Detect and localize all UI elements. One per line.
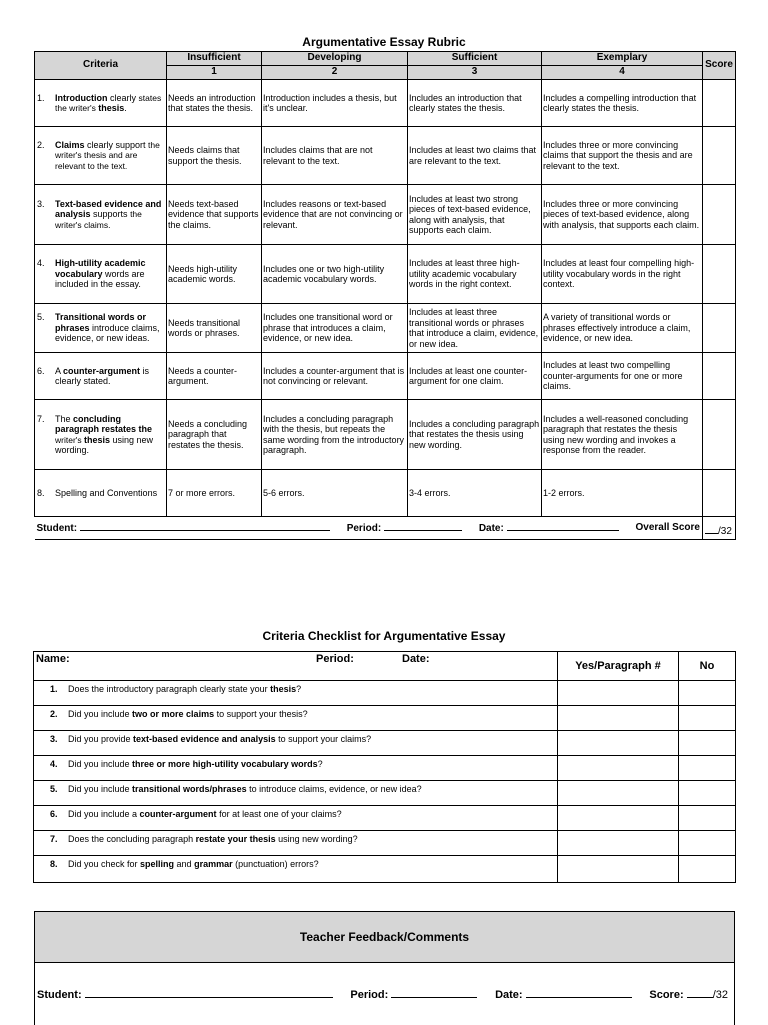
period-label: Period: bbox=[316, 653, 354, 665]
level-header: Developing bbox=[262, 52, 408, 66]
question-number: 6. bbox=[50, 809, 58, 819]
level-number: 1 bbox=[167, 66, 262, 80]
period-line[interactable] bbox=[384, 521, 462, 531]
rubric-row bbox=[35, 400, 736, 470]
criteria-cell bbox=[35, 304, 167, 353]
level-description-cell: Needs transitional words or phrases. bbox=[167, 304, 262, 353]
criteria-text: using new wording. bbox=[55, 434, 154, 455]
criteria-number: 6. bbox=[37, 365, 45, 376]
checklist-row bbox=[34, 681, 736, 706]
criteria-text: clearly bbox=[107, 92, 139, 103]
question-text: to introduce claims, evidence, or new idea? bbox=[246, 784, 422, 794]
no-cell[interactable] bbox=[679, 756, 736, 781]
criteria-cell bbox=[35, 80, 167, 127]
feedback-footer bbox=[37, 988, 728, 1001]
criteria-text: is clearly stated. bbox=[55, 365, 150, 386]
rubric-row bbox=[35, 245, 736, 304]
date-line[interactable] bbox=[526, 988, 632, 998]
question-number: 8. bbox=[50, 859, 58, 869]
criteria-cell bbox=[35, 470, 167, 517]
score-cell[interactable] bbox=[703, 400, 736, 470]
checklist-row bbox=[34, 781, 736, 806]
question-text: Does the introductory paragraph clearly state your bbox=[68, 684, 271, 694]
date-label: Date: bbox=[478, 523, 504, 535]
level-description-cell: Includes one or two high-utility academic vocabulary words. bbox=[262, 245, 408, 304]
overall-score-label: Overall Score bbox=[635, 521, 700, 533]
level-description-cell: Includes three or more convincing pieces of text-based evidence, along with analysis, that supports each claim. bbox=[542, 185, 703, 245]
question-text: transitional words/phrases bbox=[132, 784, 247, 794]
yes-paragraph-cell[interactable] bbox=[558, 806, 679, 831]
criteria-text: clearly support bbox=[84, 139, 149, 150]
level-description-cell: A variety of transitional words or phrases effectively introduce a claim, evidence, or new idea. bbox=[542, 304, 703, 353]
level-description-cell: Needs a concluding paragraph that restates the thesis. bbox=[167, 400, 262, 470]
student-label: Student: bbox=[37, 989, 82, 1001]
level-number: 3 bbox=[408, 66, 542, 80]
student-line[interactable] bbox=[80, 521, 330, 531]
name-label: Name: bbox=[36, 653, 70, 665]
yes-paragraph-cell[interactable] bbox=[558, 731, 679, 756]
overall-score-cell[interactable] bbox=[703, 517, 736, 540]
score-cell[interactable] bbox=[703, 304, 736, 353]
criteria-number: 3. bbox=[37, 198, 45, 209]
rubric-footer bbox=[35, 517, 703, 540]
checklist-row bbox=[34, 856, 736, 883]
checklist-row bbox=[34, 756, 736, 781]
yes-paragraph-cell[interactable] bbox=[558, 831, 679, 856]
checklist-row bbox=[34, 831, 736, 856]
level-description-cell: 7 or more errors. bbox=[167, 470, 262, 517]
period-label: Period: bbox=[346, 523, 382, 535]
level-number: 4 bbox=[542, 66, 703, 80]
criteria-text: Spelling and Conventions bbox=[55, 487, 158, 498]
date-label: Date: bbox=[495, 989, 523, 1001]
question-text: Did you check for bbox=[68, 859, 141, 869]
yes-header: Yes/Paragraph # bbox=[558, 652, 679, 681]
criteria-text: thesis bbox=[98, 103, 125, 113]
rubric-row bbox=[35, 304, 736, 353]
score-total: /32 bbox=[712, 989, 728, 1001]
level-description-cell: Needs claims that support the thesis. bbox=[167, 127, 262, 185]
rubric-row bbox=[35, 353, 736, 400]
yes-paragraph-cell[interactable] bbox=[558, 681, 679, 706]
criteria-text: states the writer's bbox=[55, 92, 162, 113]
yes-paragraph-cell[interactable] bbox=[558, 756, 679, 781]
rubric-row bbox=[35, 185, 736, 245]
criteria-header: Criteria bbox=[35, 52, 167, 80]
question-number: 1. bbox=[50, 684, 58, 694]
criteria-text: thesis bbox=[84, 434, 111, 445]
criteria-text: The bbox=[55, 413, 74, 424]
criteria-text: writer's bbox=[55, 434, 85, 445]
level-description-cell: 1-2 errors. bbox=[542, 470, 703, 517]
period-line[interactable] bbox=[391, 988, 477, 998]
criteria-cell bbox=[35, 245, 167, 304]
criteria-text: . bbox=[124, 103, 127, 113]
level-description-cell: Includes at least one counter-argument for one claim. bbox=[408, 353, 542, 400]
score-header: Score bbox=[703, 52, 736, 80]
checklist-table bbox=[33, 651, 736, 883]
level-description-cell: Includes reasons or text-based evidence that are not convincing or relevant. bbox=[262, 185, 408, 245]
overall-score-total: /32 bbox=[718, 525, 732, 537]
yes-paragraph-cell[interactable] bbox=[558, 706, 679, 731]
criteria-text: the writer's thesis and are relevant to the text. bbox=[55, 139, 160, 171]
level-description-cell: Includes at least three high-utility academic vocabulary words in the right context. bbox=[408, 245, 542, 304]
score-cell[interactable] bbox=[703, 127, 736, 185]
student-line[interactable] bbox=[85, 988, 333, 998]
no-cell[interactable] bbox=[679, 706, 736, 731]
checklist-question bbox=[34, 756, 558, 781]
criteria-text: concluding paragraph restates the bbox=[55, 413, 153, 434]
criteria-text: Text-based evidence and analysis bbox=[55, 198, 162, 220]
criteria-cell bbox=[35, 353, 167, 400]
level-description-cell: Includes one transitional word or phrase that introduces a claim, evidence, or new idea. bbox=[262, 304, 408, 353]
rubric-table bbox=[34, 51, 736, 540]
question-text: (punctuation) errors? bbox=[232, 859, 319, 869]
question-text: text-based evidence and analysis bbox=[133, 734, 276, 744]
criteria-text: supports bbox=[90, 209, 131, 220]
question-text: Did you include bbox=[68, 759, 133, 769]
checklist-name-row bbox=[34, 652, 558, 681]
level-description-cell: Needs an introduction that states the thesis. bbox=[167, 80, 262, 127]
checklist-question bbox=[34, 831, 558, 856]
score-cell[interactable] bbox=[703, 353, 736, 400]
criteria-number: 5. bbox=[37, 312, 45, 323]
level-description-cell: Includes three or more convincing claims that support the thesis and are relevant to the text. bbox=[542, 127, 703, 185]
level-description-cell: Includes at least two compelling counter-arguments for one or more claims. bbox=[542, 353, 703, 400]
question-text: Did you provide bbox=[68, 734, 134, 744]
level-header: Insufficient bbox=[167, 52, 262, 66]
no-cell[interactable] bbox=[679, 731, 736, 756]
checklist-question bbox=[34, 781, 558, 806]
level-description-cell: Includes a concluding paragraph that restates the thesis using new wording. bbox=[408, 400, 542, 470]
no-cell[interactable] bbox=[679, 681, 736, 706]
level-description-cell: Includes claims that are not relevant to the text. bbox=[262, 127, 408, 185]
criteria-text: counter-argument bbox=[63, 365, 141, 376]
level-description-cell: Includes at least two claims that are relevant to the text. bbox=[408, 127, 542, 185]
level-description-cell: Needs high-utility academic words. bbox=[167, 245, 262, 304]
level-description-cell: Includes at least two strong pieces of text-based evidence, along with analysis, that supports each claim. bbox=[408, 185, 542, 245]
level-description-cell: Includes a compelling introduction that clearly states the thesis. bbox=[542, 80, 703, 127]
question-text: grammar bbox=[194, 859, 233, 869]
period-label: Period: bbox=[350, 989, 389, 1001]
criteria-text: High-utility academic vocabulary bbox=[55, 258, 146, 279]
criteria-number: 7. bbox=[37, 413, 45, 424]
level-description-cell: Introduction includes a thesis, but it's unclear. bbox=[262, 80, 408, 127]
level-description-cell: Needs a counter-argument. bbox=[167, 353, 262, 400]
rubric-row bbox=[35, 470, 736, 517]
student-label: Student: bbox=[36, 523, 78, 535]
criteria-number: 2. bbox=[37, 139, 45, 150]
question-text: using new wording? bbox=[275, 834, 358, 844]
question-text: counter-argument bbox=[139, 809, 217, 819]
criteria-text: Claims bbox=[55, 139, 85, 150]
question-number: 3. bbox=[50, 734, 58, 744]
level-header: Sufficient bbox=[408, 52, 542, 66]
criteria-text: A bbox=[55, 365, 64, 376]
level-description-cell: Includes a well-reasoned concluding paragraph that restates the thesis using new wording and invokes a response from the reader. bbox=[542, 400, 703, 470]
level-header: Exemplary bbox=[542, 52, 703, 66]
criteria-text: the writer's claims. bbox=[55, 209, 142, 230]
no-cell[interactable] bbox=[679, 781, 736, 806]
yes-paragraph-cell[interactable] bbox=[558, 856, 679, 883]
yes-paragraph-cell[interactable] bbox=[558, 781, 679, 806]
level-description-cell: 5-6 errors. bbox=[262, 470, 408, 517]
score-cell[interactable] bbox=[703, 470, 736, 517]
level-description-cell: 3-4 errors. bbox=[408, 470, 542, 517]
question-text: Does the concluding paragraph bbox=[68, 834, 196, 844]
checklist-question bbox=[34, 706, 558, 731]
criteria-number: 8. bbox=[37, 487, 45, 498]
criteria-text: Transitional words or phrases bbox=[55, 312, 147, 333]
level-description-cell: Includes a concluding paragraph with the thesis, but repeats the same wording from the introductory paragraph. bbox=[262, 400, 408, 470]
level-number: 2 bbox=[262, 66, 408, 80]
no-cell[interactable] bbox=[679, 831, 736, 856]
no-header: No bbox=[679, 652, 736, 681]
score-cell[interactable] bbox=[703, 245, 736, 304]
criteria-number: 1. bbox=[37, 92, 45, 103]
checklist-row bbox=[34, 731, 736, 756]
level-description-cell: Includes at least four compelling high-utility vocabulary words in the right context. bbox=[542, 245, 703, 304]
question-text: restate your thesis bbox=[195, 834, 276, 844]
criteria-cell bbox=[35, 127, 167, 185]
checklist-title: Criteria Checklist for Argumentative Essay bbox=[262, 629, 506, 643]
date-label: Date: bbox=[402, 653, 430, 665]
criteria-text: words are included in the essay. bbox=[55, 268, 145, 290]
criteria-cell bbox=[35, 185, 167, 245]
level-description-cell: Includes a counter-argument that is not convincing or relevant. bbox=[262, 353, 408, 400]
question-text: to support your thesis? bbox=[214, 709, 308, 719]
question-text: thesis bbox=[270, 684, 297, 694]
score-label: Score: bbox=[649, 989, 684, 1001]
question-text: spelling bbox=[140, 859, 175, 869]
checklist-row bbox=[34, 706, 736, 731]
score-cell[interactable] bbox=[703, 185, 736, 245]
teacher-feedback-box bbox=[34, 911, 735, 1025]
question-number: 5. bbox=[50, 784, 58, 794]
criteria-text: introduce claims, evidence, or new ideas. bbox=[55, 322, 160, 344]
feedback-title: Teacher Feedback/Comments bbox=[35, 912, 734, 963]
question-number: 4. bbox=[50, 759, 58, 769]
question-text: for at least one of your claims? bbox=[216, 809, 342, 819]
rubric-title: Argumentative Essay Rubric bbox=[302, 35, 466, 49]
level-description-cell: Needs text-based evidence that supports the claims. bbox=[167, 185, 262, 245]
question-text: two or more claims bbox=[132, 709, 215, 719]
question-text: Did you include a bbox=[68, 809, 140, 819]
score-line[interactable] bbox=[687, 988, 713, 998]
level-description-cell: Includes at least three transitional words or phrases that introduce a claim, evidence, or new idea. bbox=[408, 304, 542, 353]
level-description-cell: Includes an introduction that clearly states the thesis. bbox=[408, 80, 542, 127]
checklist-row bbox=[34, 806, 736, 831]
rubric-row bbox=[35, 80, 736, 127]
question-number: 2. bbox=[50, 709, 58, 719]
checklist-question bbox=[34, 731, 558, 756]
question-text: three or more high-utility vocabulary words bbox=[132, 759, 318, 769]
checklist-question bbox=[34, 681, 558, 706]
question-text: ? bbox=[317, 759, 323, 769]
rubric-row bbox=[35, 127, 736, 185]
no-cell[interactable] bbox=[679, 856, 736, 883]
question-text: and bbox=[174, 859, 195, 869]
date-line[interactable] bbox=[507, 521, 619, 531]
question-text: Did you include bbox=[68, 709, 133, 719]
checklist-question bbox=[34, 806, 558, 831]
criteria-number: 4. bbox=[37, 258, 45, 269]
question-number: 7. bbox=[50, 834, 58, 844]
question-text: Did you include bbox=[68, 784, 133, 794]
question-text: to support your claims? bbox=[275, 734, 372, 744]
checklist-question bbox=[34, 856, 558, 883]
question-text: ? bbox=[296, 684, 302, 694]
score-cell[interactable] bbox=[703, 80, 736, 127]
no-cell[interactable] bbox=[679, 806, 736, 831]
criteria-cell bbox=[35, 400, 167, 470]
criteria-text: Introduction bbox=[55, 92, 108, 103]
